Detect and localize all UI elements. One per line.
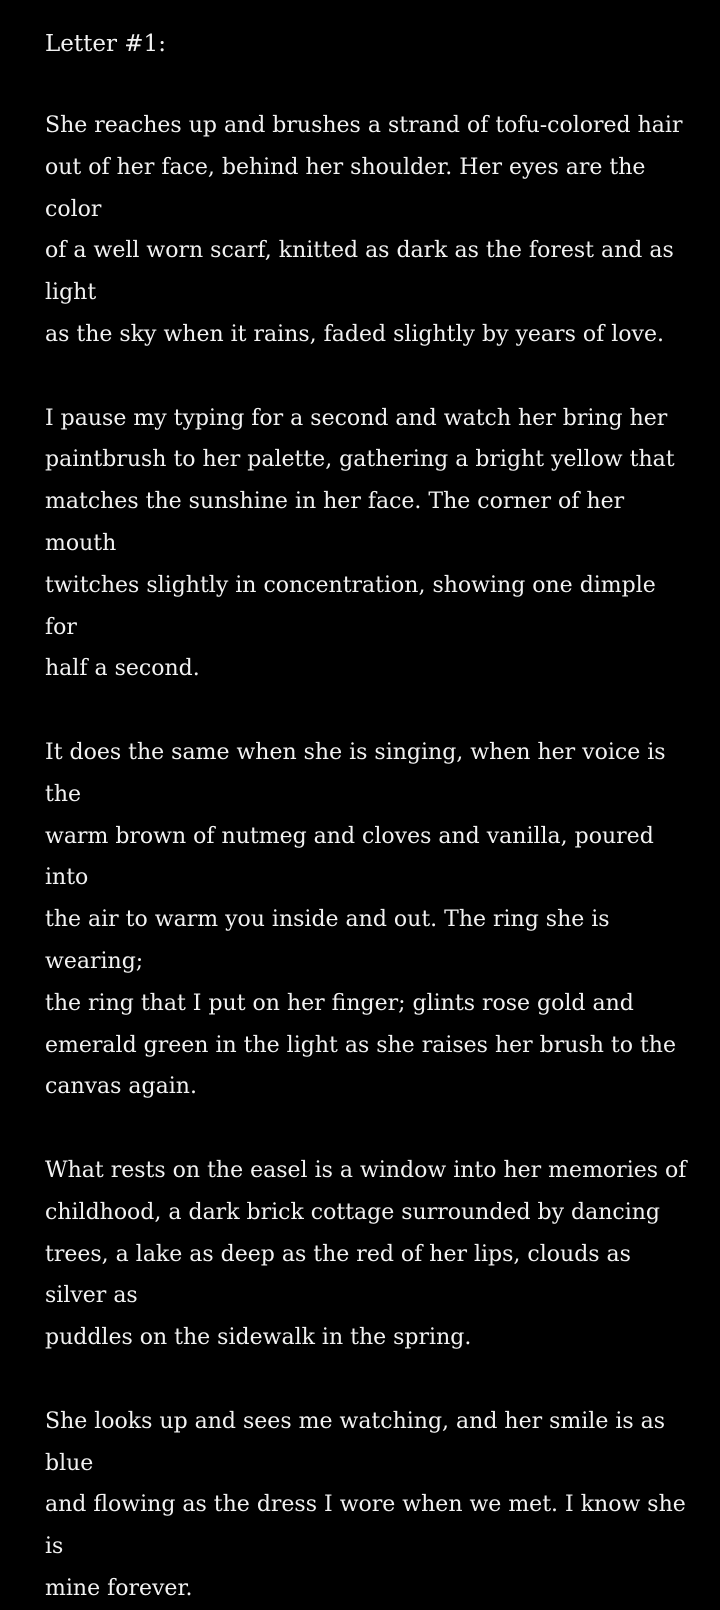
letter-paragraph-2: I pause my typing for a second and watch her bring her paintbrush to her palette, gathering a bright yellow that matches the sunshine in her face. The corner of her mouth twitches slightly in concentration, showing one dimple for half a second. xyxy=(45,405,675,682)
paragraph-spacer xyxy=(45,356,690,398)
letter-paragraph-5: She looks up and sees me watching, and her smile is as blue and flowing as the dress I wore when we met. I know she is mine forever. xyxy=(45,1408,686,1601)
letter-title: Letter #1: xyxy=(45,31,166,57)
letter-paragraph-3: It does the same when she is singing, when her voice is the warm brown of nutmeg and cloves and vanilla, poured into the air to warm you inside and out. The ring she is wearing; the ring that I put on her finger; glints rose gold and emerald green in the light as she raises her brush to the canvas again. xyxy=(45,739,676,1100)
paragraph-spacer xyxy=(45,1108,690,1150)
paragraph-spacer xyxy=(45,65,690,105)
letter-paragraph-4: What rests on the easel is a window into her memories of childhood, a dark brick cottage surrounded by dancing trees, a lake as deep as the red of her lips, clouds as silver as puddles on the sidewalk in the spring. xyxy=(45,1157,687,1351)
paragraph-spacer xyxy=(45,1359,690,1401)
letter-paragraph-1: She reaches up and brushes a strand of tofu-colored hair out of her face, behind her shoulder. Her eyes are the color of a well worn scarf, knitted as dark as the forest and as light as the sky when it rains, faded slightly by years of love. xyxy=(45,113,683,347)
paragraph-spacer xyxy=(45,690,690,732)
